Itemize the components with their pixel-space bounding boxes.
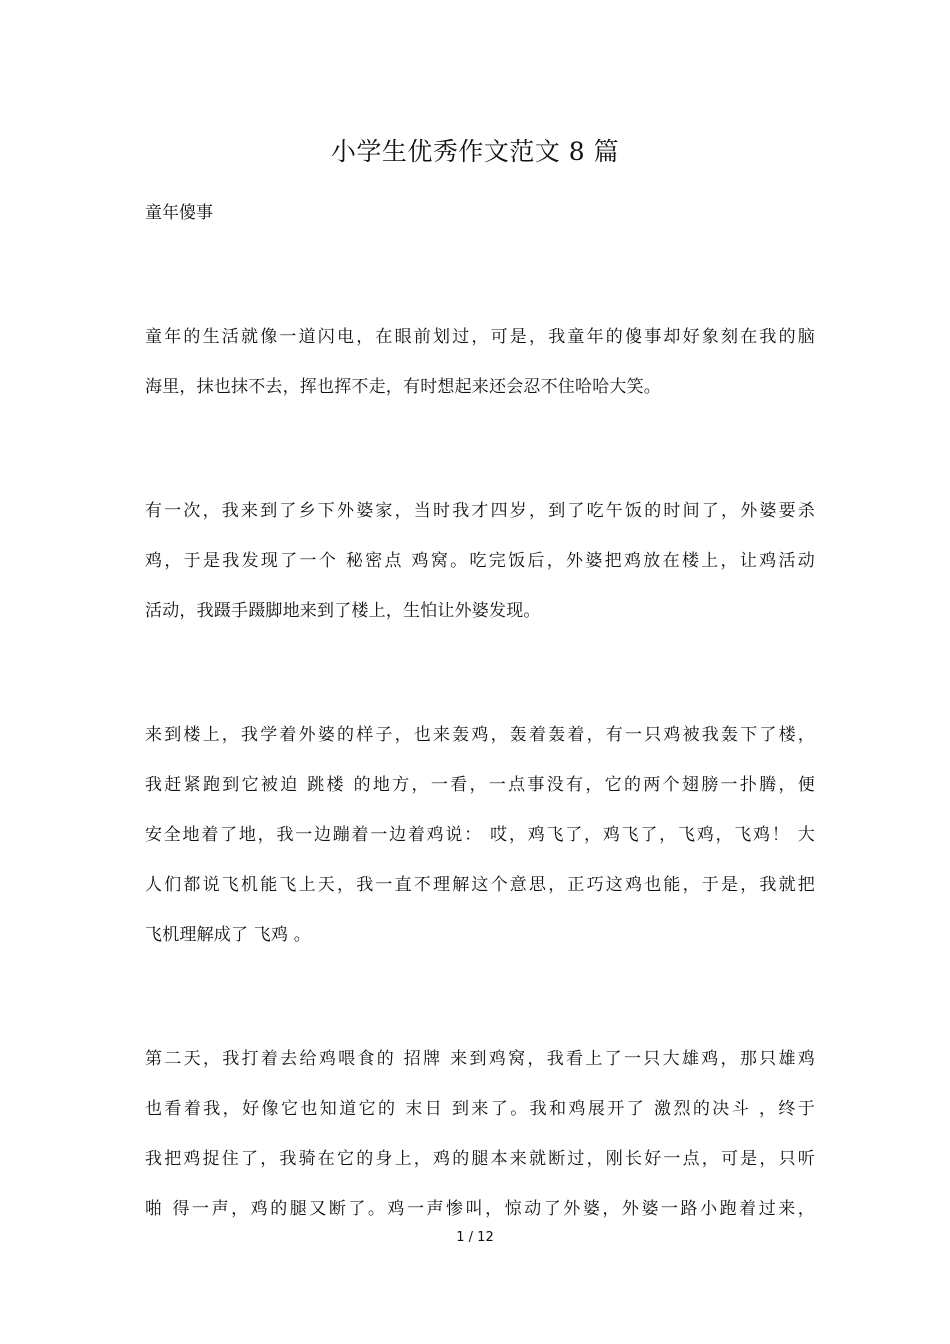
paragraph-line: 我把鸡捉住了，我骑在它的身上，鸡的腿本来就断过，刚长好一点，可是，只听 <box>145 1149 815 1169</box>
document-subtitle: 童年傻事 <box>145 203 213 223</box>
paragraph-line: 人们都说飞机能飞上天，我一直不理解这个意思，正巧这鸡也能，于是，我就把 <box>145 875 815 895</box>
paragraph-2 <box>145 486 815 636</box>
paragraph-line: 我赶紧跑到它被迫 跳楼 的地方，一看，一点事没有，它的两个翅膀一扑腾，便 <box>145 775 815 795</box>
paragraph-line: 鸡，于是我发现了一个 秘密点 鸡窝。吃完饭后，外婆把鸡放在楼上，让鸡活动 <box>145 551 815 571</box>
paragraph-line: 第二天，我打着去给鸡喂食的 招牌 来到鸡窝，我看上了一只大雄鸡，那只雄鸡 <box>145 1049 815 1069</box>
paragraph-line: 有一次，我来到了乡下外婆家，当时我才四岁，到了吃午饭的时间了，外婆要杀 <box>145 501 815 521</box>
paragraph-line: 童年的生活就像一道闪电，在眼前划过，可是，我童年的傻事却好象刻在我的脑 <box>145 327 815 347</box>
paragraph-line: 啪 得一声，鸡的腿又断了。鸡一声惨叫，惊动了外婆，外婆一路小跑着过来， <box>145 1199 815 1219</box>
paragraph-line: 也看着我，好像它也知道它的 末日 到来了。我和鸡展开了 激烈的决斗 ，终于 <box>145 1099 815 1119</box>
page-indicator: 1 / 12 <box>456 1230 494 1245</box>
paragraph-line: 海里，抹也抹不去，挥也挥不走，有时想起来还会忍不住哈哈大笑。 <box>145 377 661 397</box>
paragraph-line: 安全地着了地，我一边蹦着一边着鸡说： 哎，鸡飞了，鸡飞了，飞鸡，飞鸡！ 大 <box>145 825 815 845</box>
paragraph-4 <box>145 1034 815 1234</box>
document-title: 小学生优秀作文范文 8 篇 <box>330 137 620 166</box>
paragraph-line: 来到楼上，我学着外婆的样子，也来轰鸡，轰着轰着，有一只鸡被我轰下了楼， <box>145 725 815 745</box>
paragraph-3 <box>145 710 815 960</box>
paragraph-line: 活动，我蹑手蹑脚地来到了楼上，生怕让外婆发现。 <box>145 601 541 621</box>
paragraph-line: 飞机理解成了 飞鸡 。 <box>145 925 312 945</box>
paragraph-1 <box>145 312 815 412</box>
